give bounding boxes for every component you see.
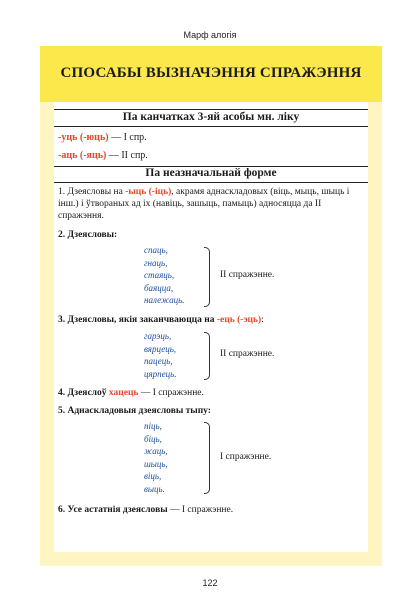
word-highlight: хацець	[108, 388, 139, 398]
curly-brace	[204, 332, 210, 380]
ending-highlight: -уць (-юць)	[58, 132, 109, 143]
item-3-text: 3. Дзеясловы, якія заканчваюцца на	[58, 315, 217, 325]
example-word: біць,	[144, 433, 162, 444]
rule-second-conjugation	[58, 150, 148, 161]
divider-line	[54, 182, 368, 183]
example-word: віць,	[144, 471, 162, 481]
rule-text: — I спр.	[108, 132, 147, 143]
example-word: спаць,	[144, 245, 168, 255]
example-word: гарэць,	[144, 331, 172, 341]
section2-heading: Па неазначальнай форме	[145, 167, 277, 179]
rule-card	[40, 46, 382, 566]
example-word: піць,	[144, 421, 162, 431]
item-3-label	[58, 314, 360, 326]
running-head: Марф алогія	[183, 30, 237, 40]
item-2-result: II спражэнне.	[220, 270, 275, 280]
curly-brace	[204, 422, 210, 494]
item-4-post: — I спражэнне.	[138, 388, 204, 398]
rule-first-conjugation	[58, 132, 147, 143]
divider-line	[54, 109, 368, 110]
example-word: баяцца,	[144, 282, 174, 293]
item-4-pre: 4. Дзеяслоў	[58, 388, 109, 398]
example-word: жаць,	[144, 446, 168, 456]
item-3-colon: :	[261, 315, 264, 325]
ending-highlight: -ыць (-іць)	[125, 187, 172, 197]
example-word: выць.	[144, 483, 165, 494]
rule-text: — II спр.	[106, 150, 148, 161]
example-word: гнаць,	[144, 257, 168, 268]
item-5-label: 5. Аднаскладовыя дзеясловы тыпу:	[58, 406, 211, 416]
item-6	[58, 504, 360, 516]
card-content	[54, 102, 368, 552]
item-1-pre: 1. Дзеясловы на	[58, 187, 126, 197]
item-1	[58, 186, 360, 222]
example-word: належаць.	[144, 295, 185, 305]
ending-highlight: -аць (-яць)	[58, 150, 107, 161]
item-4	[58, 387, 360, 399]
item-3-word-list	[144, 330, 177, 380]
item-2-label: 2. Дзеясловы:	[58, 230, 118, 240]
item-5-result: I спражэнне.	[220, 452, 272, 462]
page-number: 122	[202, 578, 218, 588]
example-word: шыць,	[144, 458, 168, 469]
item-1-post: , акрамя аднаскладовых (віць, мыць, шыць і інш.) і ўтвораных ад іх (навіць, зашыць, памыць) адносяцца да II спражэння.	[58, 187, 350, 221]
title-band	[40, 46, 382, 102]
example-word: цярпець.	[144, 368, 177, 379]
example-word: стаяць,	[144, 270, 175, 280]
ending-highlight: -ець (-эць)	[216, 315, 262, 325]
item-6-label: 6. Усе астатнія дзеясловы	[58, 505, 168, 515]
example-word: пацець,	[144, 356, 173, 366]
item-6-post: — I спражэнне.	[167, 505, 234, 515]
divider-line	[54, 126, 368, 127]
item-2-word-list	[144, 244, 184, 307]
item-3-result: II спражэнне.	[220, 349, 275, 359]
example-word: вярцець,	[144, 343, 177, 354]
item-5-word-list	[144, 420, 168, 495]
curly-brace	[204, 247, 210, 307]
section1-heading: Па канчатках 3-яй асобы мн. ліку	[122, 111, 300, 123]
card-title: СПОСАБЫ ВЫЗНАЧЭННЯ СПРАЖЭННЯ	[60, 65, 362, 81]
